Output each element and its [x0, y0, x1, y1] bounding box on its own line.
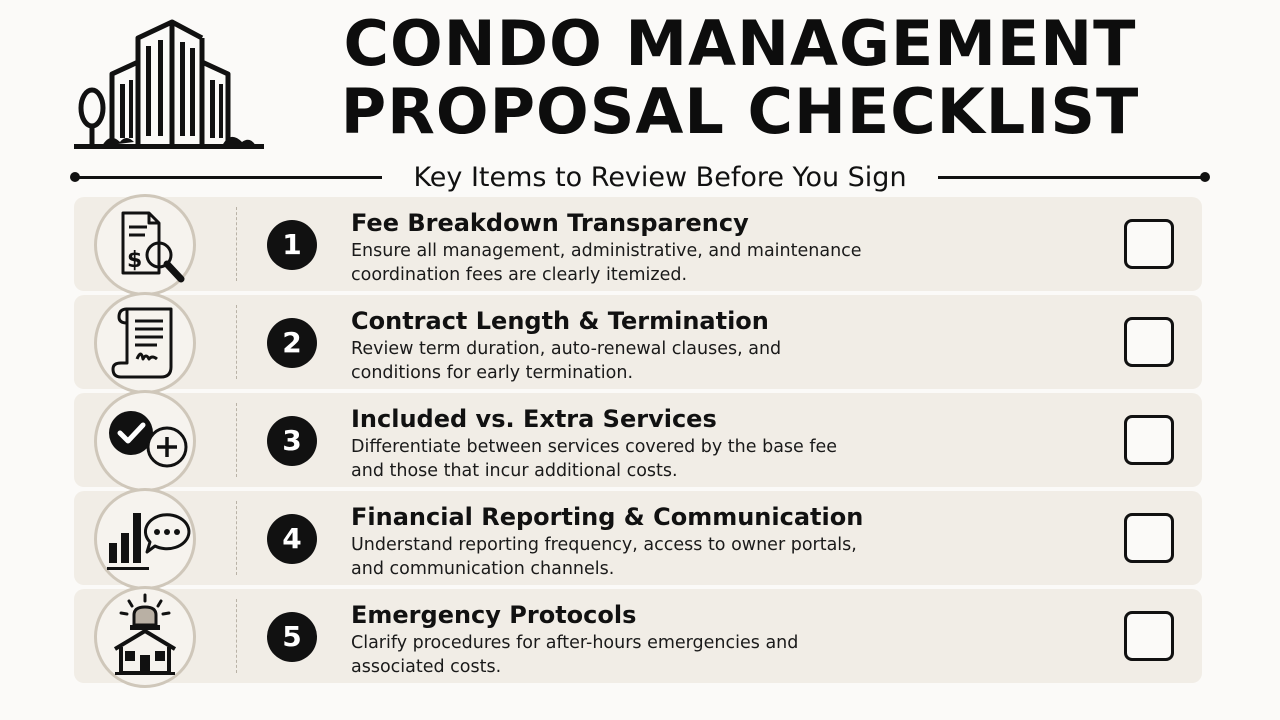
item-number: 4 [267, 514, 317, 564]
title-line-2: PROPOSAL CHECKLIST [340, 75, 1140, 148]
checklist-item [74, 295, 1202, 389]
item-number: 3 [267, 416, 317, 466]
item-checkbox[interactable] [1124, 415, 1174, 465]
icon-badge [94, 586, 196, 688]
item-title: Financial Reporting & Communication [351, 503, 864, 531]
icon-badge [94, 194, 196, 296]
item-checkbox[interactable] [1124, 513, 1174, 563]
item-text [351, 501, 1111, 581]
item-number: 5 [267, 612, 317, 662]
contract-scroll-icon [97, 295, 193, 391]
item-text [351, 207, 1111, 287]
check-plus-icon [97, 393, 193, 489]
item-checkbox[interactable] [1124, 219, 1174, 269]
item-description: Differentiate between services covered by the base fee and those that incur additional costs. [351, 437, 838, 481]
page-title [270, 7, 1210, 148]
svg-text:$: $ [127, 248, 143, 273]
title-line-1: CONDO MANAGEMENT [343, 7, 1137, 80]
item-title: Emergency Protocols [351, 601, 637, 629]
rule-line-right [938, 176, 1206, 179]
divider [236, 501, 237, 575]
checklist [74, 197, 1202, 687]
icon-badge [94, 390, 196, 492]
chart-chat-icon [97, 491, 193, 587]
item-text [351, 403, 1111, 483]
item-checkbox[interactable] [1124, 611, 1174, 661]
item-number: 1 [267, 220, 317, 270]
subtitle: Key Items to Review Before You Sign [413, 162, 907, 193]
document-magnifier-icon [97, 197, 193, 293]
checklist-item [74, 491, 1202, 585]
subtitle-rule [70, 160, 1210, 196]
item-text [351, 599, 1111, 679]
item-title: Fee Breakdown Transparency [351, 209, 749, 237]
icon-badge [94, 488, 196, 590]
divider [236, 599, 237, 673]
checklist-item [74, 197, 1202, 291]
item-title: Contract Length & Termination [351, 307, 769, 335]
house-alarm-icon [97, 589, 193, 685]
condo-building-logo-icon [72, 12, 268, 154]
header [0, 0, 1280, 160]
rule-dot-right [1200, 172, 1210, 182]
item-number: 2 [267, 318, 317, 368]
icon-badge [94, 292, 196, 394]
rule-line-left [74, 176, 382, 179]
item-text [351, 305, 1111, 385]
item-title: Included vs. Extra Services [351, 405, 717, 433]
item-description: Clarify procedures for after-hours emergencies and associated costs. [351, 633, 799, 677]
checklist-item [74, 393, 1202, 487]
item-description: Understand reporting frequency, access to owner portals, and communication channels. [351, 535, 857, 579]
divider [236, 207, 237, 281]
divider [236, 403, 237, 477]
item-checkbox[interactable] [1124, 317, 1174, 367]
checklist-item [74, 589, 1202, 683]
item-description: Review term duration, auto-renewal clauses, and conditions for early termination. [351, 339, 782, 383]
divider [236, 305, 237, 379]
item-description: Ensure all management, administrative, and maintenance coordination fees are clearly itemized. [351, 241, 862, 285]
